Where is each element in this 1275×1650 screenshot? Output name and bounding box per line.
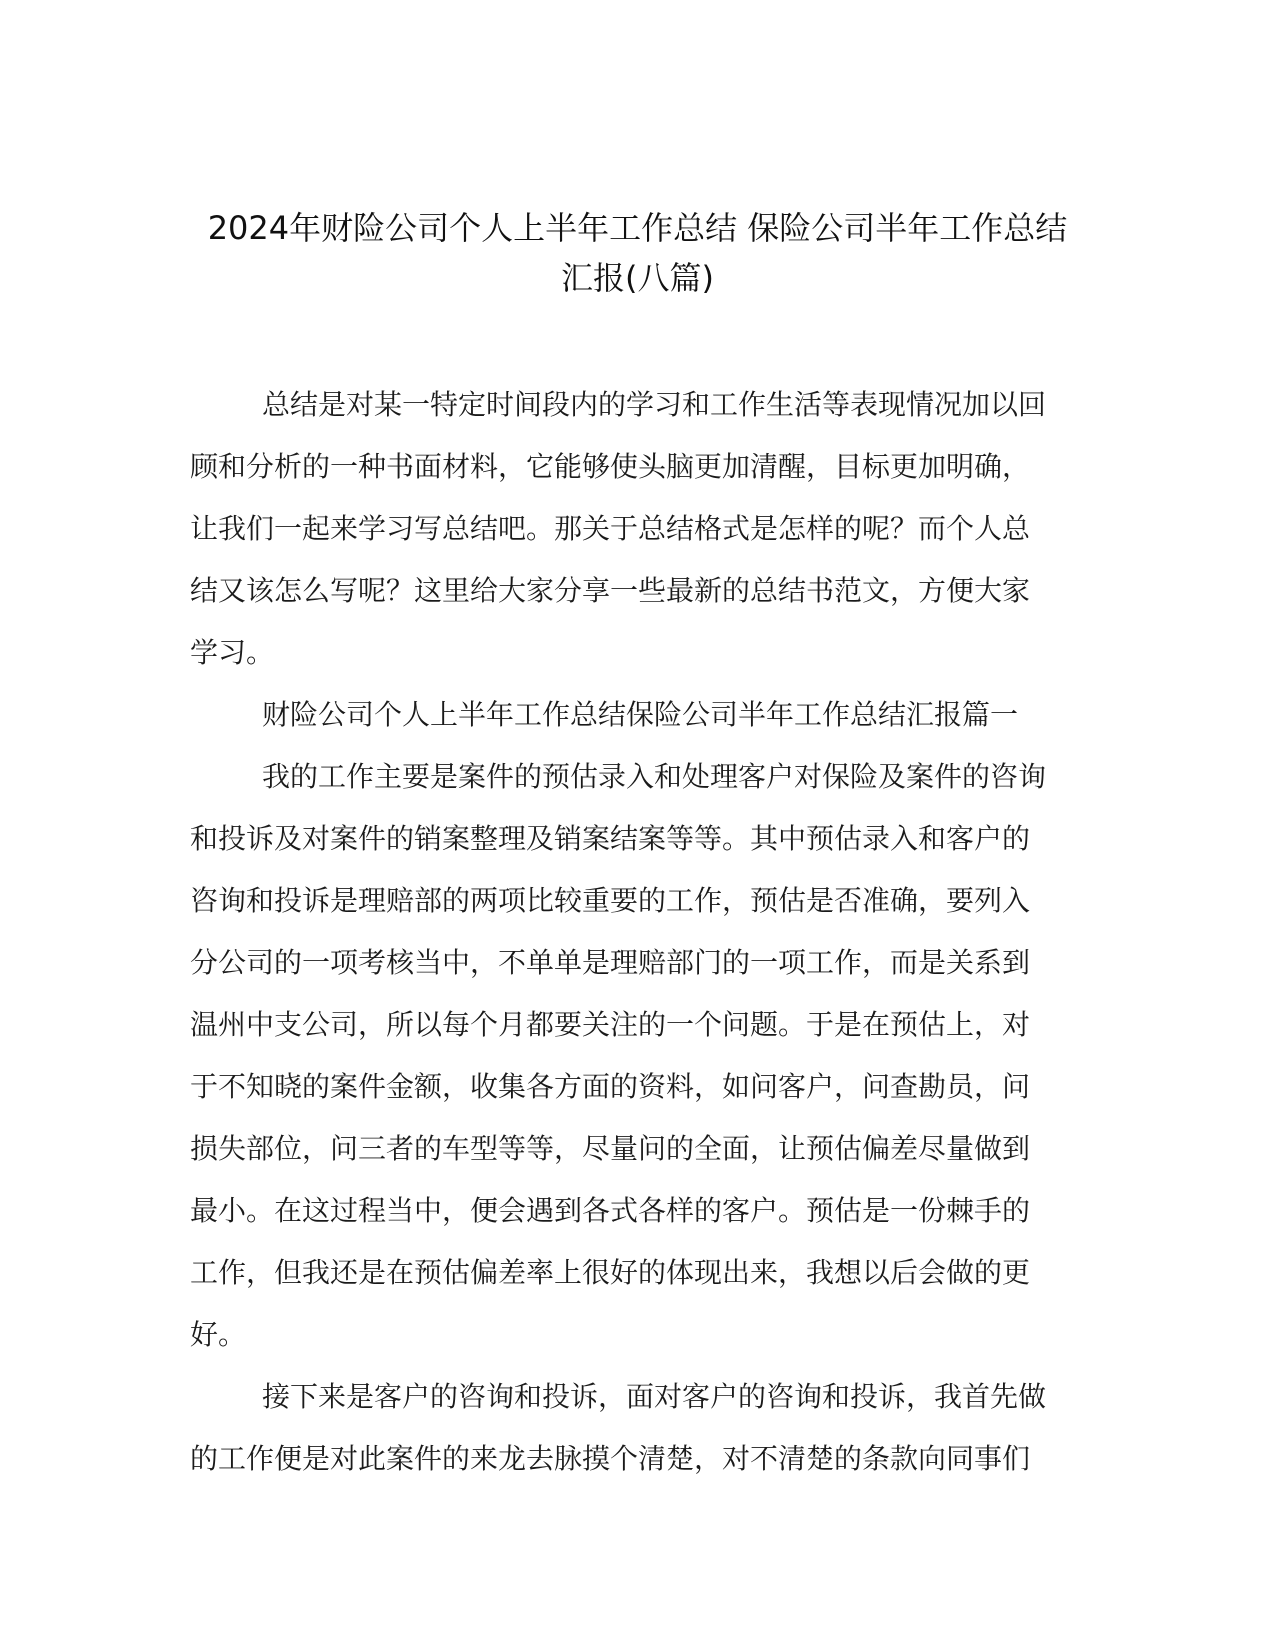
section-heading bbox=[190, 684, 1070, 746]
title-line-1: 2024年财险公司个人上半年工作总结 保险公司半年工作总结 bbox=[207, 209, 1068, 247]
paragraph-line: 结又该怎么写呢？这里给大家分享一些最新的总结书范文，方便大家 bbox=[190, 574, 1031, 607]
paragraph-work-duties bbox=[190, 746, 1070, 1366]
paragraph-line: 最小。在这过程当中，便会遇到各式各样的客户。预估是一份棘手的 bbox=[190, 1194, 1031, 1227]
paragraph-line: 温州中支公司，所以每个月都要关注的一个问题。于是在预估上，对 bbox=[190, 1008, 1031, 1041]
paragraph-line: 好。 bbox=[190, 1318, 247, 1351]
paragraph-line: 总结是对某一特定时间段内的学习和工作生活等表现情况加以回 bbox=[262, 388, 1047, 421]
paragraph-line: 顾和分析的一种书面材料，它能够使头脑更加清醒，目标更加明确， bbox=[190, 450, 1031, 483]
document-title bbox=[150, 203, 1125, 303]
title-line-2: 汇报(八篇) bbox=[561, 259, 714, 297]
paragraph-line: 分公司的一项考核当中，不单单是理赔部门的一项工作，而是关系到 bbox=[190, 946, 1031, 979]
paragraph-line: 让我们一起来学习写总结吧。那关于总结格式是怎样的呢？而个人总 bbox=[190, 512, 1031, 545]
document-body bbox=[190, 374, 1070, 1490]
paragraph-line: 学习。 bbox=[190, 636, 275, 669]
paragraph-line: 损失部位，问三者的车型等等，尽量问的全面，让预估偏差尽量做到 bbox=[190, 1132, 1031, 1165]
paragraph-consultation bbox=[190, 1366, 1070, 1490]
section-heading-text: 财险公司个人上半年工作总结保险公司半年工作总结汇报篇一 bbox=[262, 698, 1019, 731]
paragraph-line: 接下来是客户的咨询和投诉，面对客户的咨询和投诉，我首先做 bbox=[262, 1380, 1047, 1413]
paragraph-line: 工作，但我还是在预估偏差率上很好的体现出来，我想以后会做的更 bbox=[190, 1256, 1031, 1289]
paragraph-line: 我的工作主要是案件的预估录入和处理客户对保险及案件的咨询 bbox=[262, 760, 1047, 793]
paragraph-line: 的工作便是对此案件的来龙去脉摸个清楚，对不清楚的条款向同事们 bbox=[190, 1442, 1031, 1475]
paragraph-intro bbox=[190, 374, 1070, 684]
paragraph-line: 咨询和投诉是理赔部的两项比较重要的工作，预估是否准确，要列入 bbox=[190, 884, 1031, 917]
paragraph-line: 于不知晓的案件金额，收集各方面的资料，如问客户，问查勘员，问 bbox=[190, 1070, 1031, 1103]
paragraph-line: 和投诉及对案件的销案整理及销案结案等等。其中预估录入和客户的 bbox=[190, 822, 1031, 855]
